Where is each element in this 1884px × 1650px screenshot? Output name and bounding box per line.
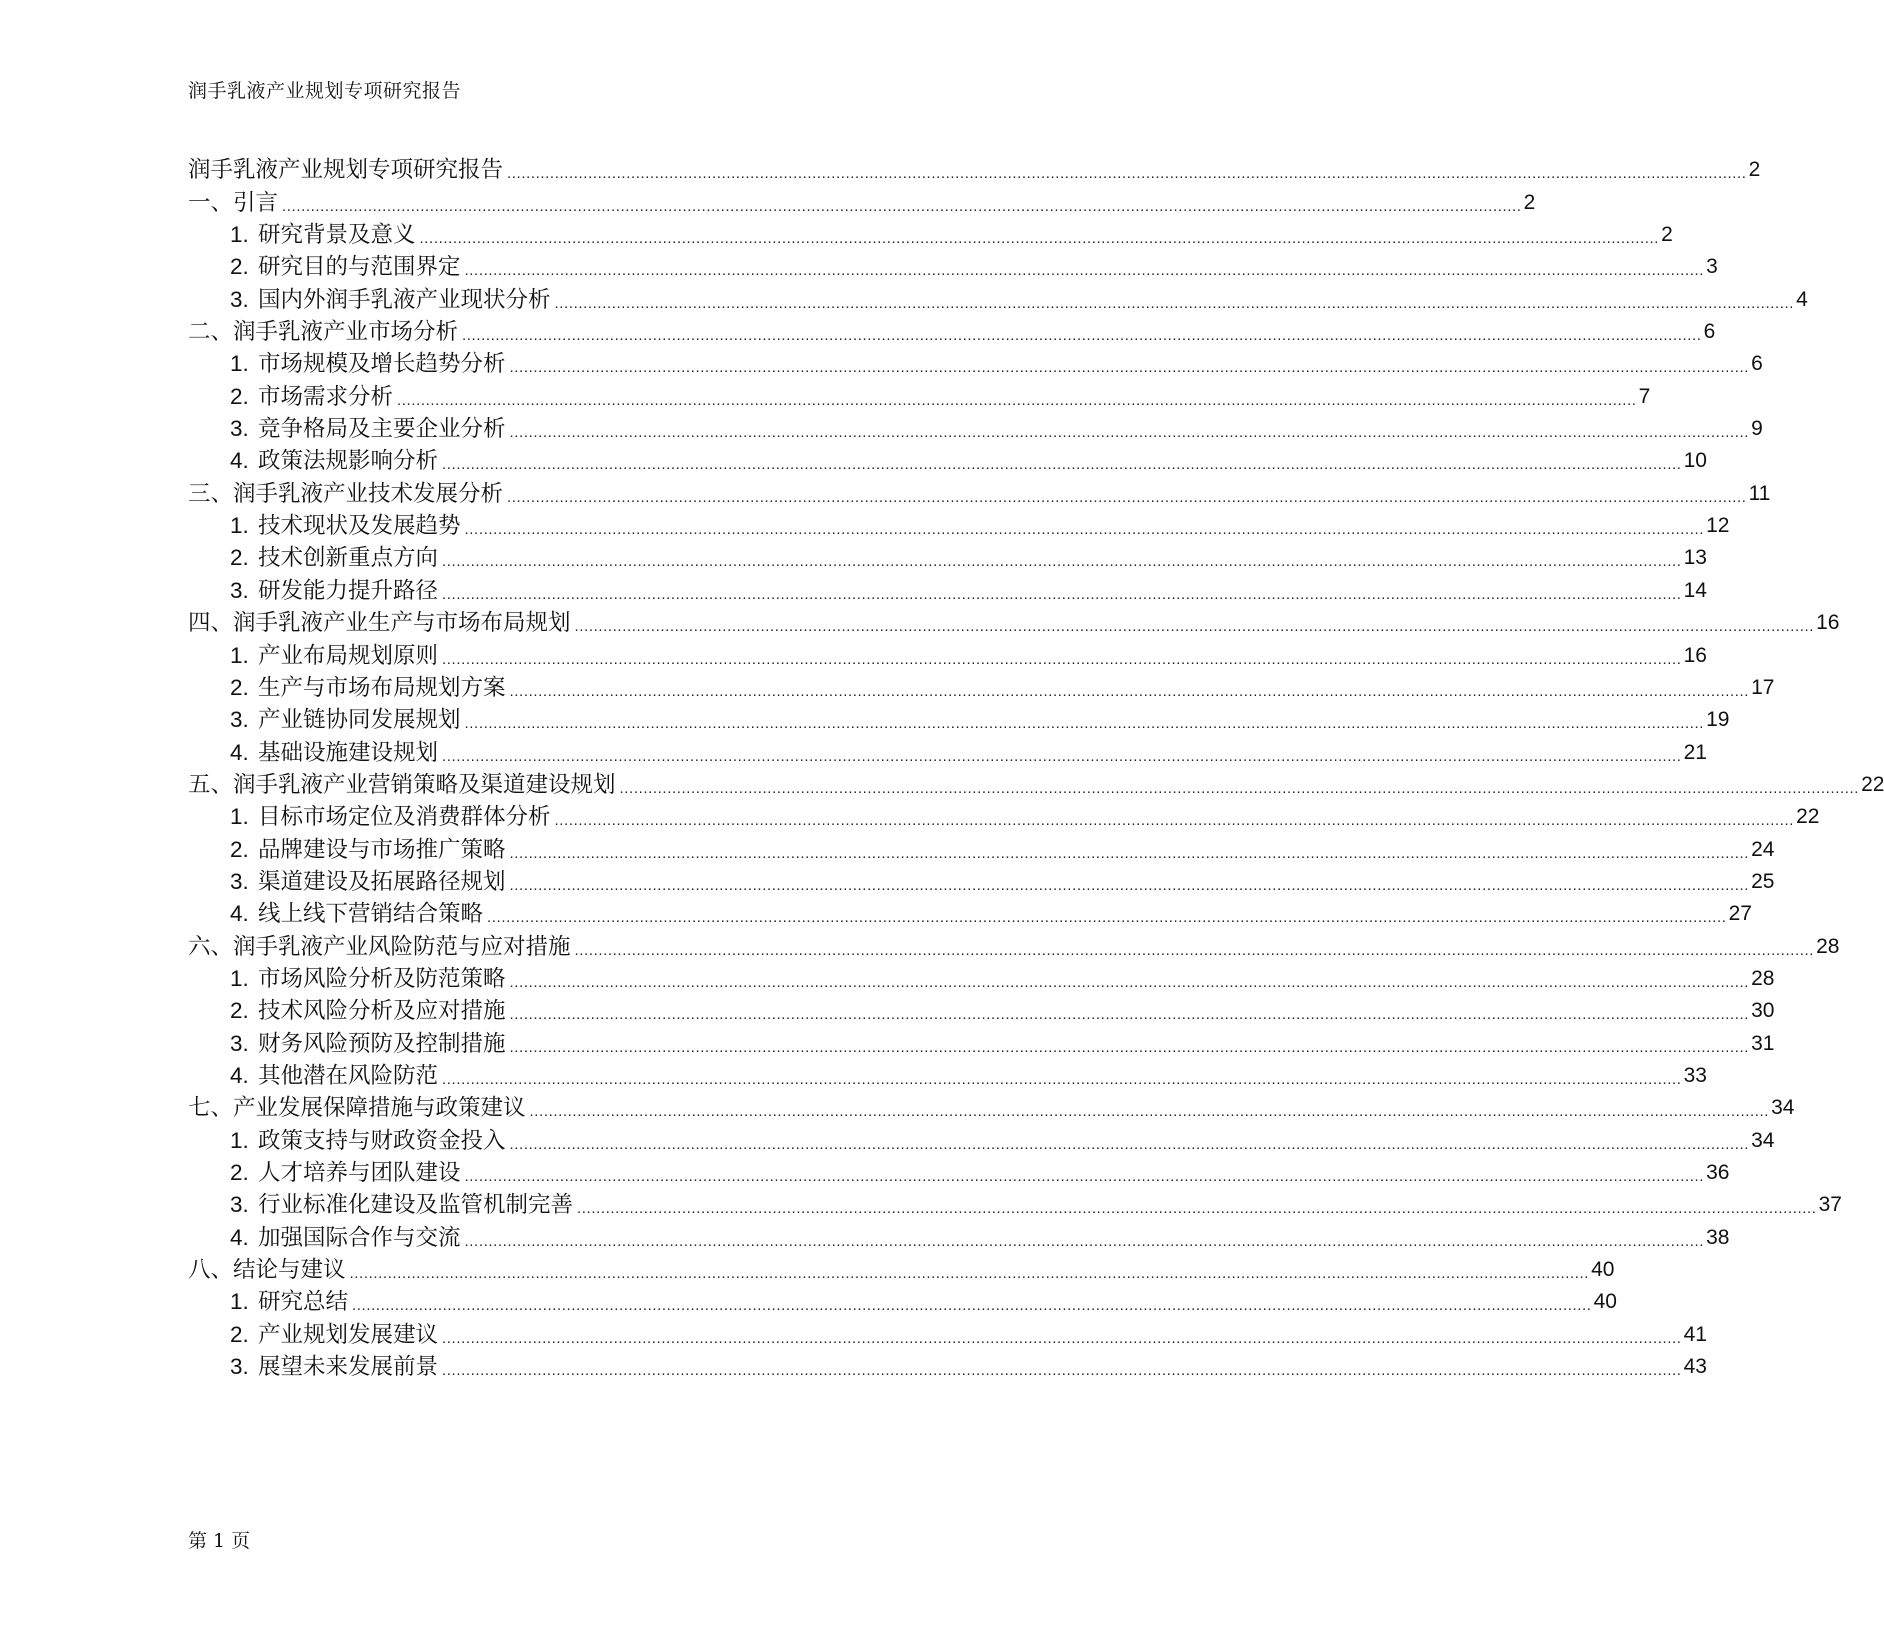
toc-entry-title [230,285,551,315]
dot-leader: .................................................................................................................................................................................................................................................................... [554,294,1795,312]
toc-section-entry[interactable] [188,218,1673,250]
toc-page-number: 6 [1703,320,1716,344]
toc-section-entry[interactable] [188,1188,1842,1220]
toc-entry-title [230,802,551,832]
toc-page-number: 38 [1706,1225,1730,1249]
toc-entry-text: 三、润手乳液产业技术发展分析 [188,480,504,507]
dot-leader: .................................................................................................................................................................................................................................................................... [442,585,1682,603]
toc-entry-text: 研发能力提升路径 [258,577,439,604]
toc-section-entry[interactable] [188,412,1763,444]
toc-entry-text: 五、润手乳液产业营销策略及渠道建设规划 [188,771,616,798]
toc-entry-title [230,576,438,606]
dot-leader: .................................................................................................................................................................................................................................................................... [419,230,1660,248]
toc-entry-text: 目标市场定位及消费群体分析 [258,804,551,831]
dot-leader: .................................................................................................................................................................................................................................................................... [442,650,1682,668]
toc-entry-number: 3. [230,1030,249,1056]
toc-section-entry[interactable] [188,1317,1707,1349]
toc-entry-number: 3. [230,868,249,894]
toc-chapter-entry[interactable] [188,606,1840,638]
toc-entry-text: 技术风险分析及应对措施 [258,998,506,1025]
toc-entry-number: 3. [230,1354,249,1380]
toc-page-number: 28 [1751,966,1775,990]
toc-section-entry[interactable] [188,379,1651,411]
toc-entry-title [188,317,458,347]
toc-entry-title [230,349,506,379]
toc-page-number: 2 [1661,223,1673,247]
toc-page-number: 30 [1751,999,1775,1023]
toc-page-number: 37 [1818,1193,1842,1217]
toc-entry-text: 产业布局规划原则 [258,642,439,669]
toc-entry-text: 渠道建设及拓展路径规划 [258,868,506,895]
toc-section-entry[interactable] [188,735,1707,767]
toc-entry-title [230,673,506,703]
toc-entry-title [230,543,438,573]
dot-leader: .................................................................................................................................................................................................................................................................... [442,747,1682,765]
toc-entry-title [230,738,438,768]
toc-page-number: 13 [1683,546,1707,570]
toc-entry-number: 2. [230,836,249,862]
toc-entry-title [230,1029,506,1059]
toc-chapter-entry[interactable] [188,768,1884,800]
toc-entry-text: 八、结论与建议 [188,1257,346,1284]
running-header: 润手乳液产业规划专项研究报告 [188,80,462,102]
toc-entry-number: 1. [230,1289,249,1315]
dot-leader: .................................................................................................................................................................................................................................................................... [462,327,1702,345]
dot-leader: .................................................................................................................................................................................................................................................................... [442,456,1682,474]
table-of-contents [188,153,1884,1382]
toc-entry-text: 人才培养与团队建设 [258,1160,461,1186]
toc-section-entry[interactable] [188,800,1820,832]
toc-section-entry[interactable] [188,1350,1707,1382]
toc-entry-title [230,1352,438,1382]
dot-leader: .................................................................................................................................................................................................................................................................... [509,1038,1750,1056]
toc-entry-number: 3. [230,707,249,733]
toc-entry-number: 1. [230,804,249,830]
toc-chapter-entry[interactable] [188,1253,1615,1285]
toc-page-number: 9 [1751,417,1763,441]
toc-entry-text: 产业规划发展建议 [258,1321,439,1348]
toc-chapter-entry[interactable] [188,1091,1795,1123]
toc-chapter-entry[interactable] [188,315,1716,347]
dot-leader: .................................................................................................................................................................................................................................................................... [509,1006,1750,1024]
toc-page-number: 43 [1683,1355,1707,1379]
dot-leader: .................................................................................................................................................................................................................................................................... [464,1232,1705,1250]
dot-leader: .................................................................................................................................................................................................................................................................... [442,1362,1682,1380]
toc-page-number: 40 [1593,1290,1617,1314]
toc-entry-text: 线上线下营销结合策略 [258,901,484,928]
toc-entry-title [230,414,506,444]
toc-entry-text: 行业标准化建设及监管机制完善 [258,1192,574,1219]
dot-leader: .................................................................................................................................................................................................................................................................... [507,165,1747,183]
toc-entry-number: 1. [230,642,249,668]
toc-entry-title [230,1320,438,1350]
dot-leader: .................................................................................................................................................................................................................................................................... [577,1200,1817,1218]
toc-page-number: 11 [1748,481,1771,505]
toc-entry-number: 1. [230,513,249,539]
toc-page-number: 3 [1706,255,1718,279]
toc-entry-title [230,1126,506,1156]
toc-entry-title [230,252,461,282]
toc-section-entry[interactable] [188,573,1707,605]
toc-entry-text: 政策法规影响分析 [258,448,439,475]
dot-leader: .................................................................................................................................................................................................................................................................... [574,941,1815,959]
toc-entry-number: 2. [230,674,249,700]
toc-entry-text: 市场需求分析 [258,383,394,410]
toc-entry-text: 二、润手乳液产业市场分析 [188,319,459,346]
toc-entry-text: 市场规模及增长趋势分析 [258,351,506,378]
toc-page-number: 2 [1523,190,1536,214]
toc-entry-title [230,1223,461,1253]
toc-section-entry[interactable] [188,444,1707,476]
toc-page-number: 31 [1751,1031,1775,1055]
toc-entry-number: 1. [230,351,249,377]
toc-page-number: 4 [1796,287,1808,311]
toc-page-number: 25 [1751,869,1775,893]
dot-leader: .................................................................................................................................................................................................................................................................... [349,1265,1590,1283]
toc-entry-title [230,1287,348,1317]
toc-entry-text: 研究背景及意义 [258,222,416,249]
toc-entry-title [188,608,571,638]
toc-entry-text: 市场风险分析及防范策略 [258,965,506,992]
dot-leader: .................................................................................................................................................................................................................................................................... [442,1070,1682,1088]
dot-leader: .................................................................................................................................................................................................................................................................... [619,779,1860,797]
toc-entry-number: 4. [230,739,249,765]
toc-page-number: 2 [1748,158,1761,182]
toc-entry-number: 2. [230,254,249,280]
toc-page-number: 12 [1706,514,1730,538]
toc-page-number: 27 [1728,902,1752,926]
dot-leader: .................................................................................................................................................................................................................................................................... [464,262,1705,280]
toc-section-entry[interactable] [188,1285,1617,1317]
toc-entry-text: 四、润手乳液产业生产与市场布局规划 [188,610,571,637]
toc-entry-text: 政策支持与财政资金投入 [258,1127,506,1154]
toc-page-number: 28 [1816,934,1840,958]
dot-leader: .................................................................................................................................................................................................................................................................... [282,197,1522,215]
toc-page-number: 36 [1706,1161,1730,1184]
toc-entry-title [230,835,506,865]
toc-entry-title [230,705,461,735]
dot-leader: .................................................................................................................................................................................................................................................................... [509,844,1750,862]
toc-section-entry[interactable] [188,541,1707,573]
toc-entry-number: 3. [230,416,249,442]
toc-entry-number: 4. [230,1062,249,1088]
toc-entry-text: 七、产业发展保障措施与政策建议 [188,1095,526,1122]
dot-leader: .................................................................................................................................................................................................................................................................... [464,1168,1705,1185]
dot-leader: .................................................................................................................................................................................................................................................................... [442,1329,1682,1347]
dot-leader: .................................................................................................................................................................................................................................................................... [529,1103,1770,1121]
toc-page-number: 33 [1683,1063,1707,1087]
toc-entry-number: 3. [230,1192,249,1218]
toc-section-entry[interactable] [188,994,1775,1026]
toc-section-entry[interactable] [188,865,1775,897]
toc-page-number: 10 [1683,449,1707,473]
toc-section-entry[interactable] [188,1156,1730,1188]
toc-page-number: 19 [1706,708,1730,732]
toc-entry-number: 2. [230,1321,249,1347]
dot-leader: .................................................................................................................................................................................................................................................................... [487,909,1727,927]
toc-page-number: 22 [1861,772,1884,796]
toc-page-number: 34 [1771,1096,1795,1120]
toc-entry-text: 产业链协同发展规划 [258,707,461,734]
toc-entry-text: 技术现状及发展趋势 [258,513,461,540]
toc-entry-number: 1. [230,1127,249,1153]
toc-page-number: 14 [1683,578,1707,602]
toc-chapter-entry[interactable] [188,153,1761,185]
toc-page-number: 17 [1751,675,1775,699]
toc-entry-title [230,446,438,476]
toc-entry-title [188,155,503,185]
toc-section-entry[interactable] [188,250,1718,282]
toc-entry-title [230,382,393,412]
toc-entry-text: 加强国际合作与交流 [258,1224,461,1251]
toc-section-entry[interactable] [188,1059,1707,1091]
toc-entry-title [188,188,278,218]
toc-entry-title [230,996,506,1026]
toc-entry-text: 研究目的与范围界定 [258,254,461,281]
toc-entry-text: 六、润手乳液产业风险防范与应对措施 [188,933,571,960]
toc-entry-title [230,1158,461,1188]
dot-leader: .................................................................................................................................................................................................................................................................... [509,1135,1750,1153]
toc-page-number: 22 [1796,805,1820,829]
toc-entry-title [230,220,416,250]
toc-section-entry[interactable] [188,703,1730,735]
toc-section-entry[interactable] [188,638,1707,670]
dot-leader: .................................................................................................................................................................................................................................................................... [464,521,1705,539]
toc-entry-title [230,867,506,897]
toc-entry-number: 4. [230,1224,249,1250]
toc-entry-text: 财务风险预防及控制措施 [258,1030,506,1057]
toc-page-number: 6 [1751,352,1763,376]
toc-chapter-entry[interactable] [188,185,1536,217]
dot-leader: .................................................................................................................................................................................................................................................................... [554,812,1795,830]
toc-entry-text: 国内外润手乳液产业现状分析 [258,286,551,313]
toc-page-number: 40 [1591,1258,1615,1282]
toc-section-entry[interactable] [188,1026,1775,1058]
toc-entry-number: 4. [230,448,249,474]
toc-entry-number: 4. [230,901,249,927]
toc-entry-title [188,932,571,962]
toc-entry-number: 3. [230,286,249,312]
toc-section-entry[interactable] [188,832,1775,864]
toc-page-number: 21 [1683,740,1707,764]
page-number-footer: 第 1 页 [188,1530,251,1552]
toc-entry-title [230,899,483,929]
toc-entry-title [230,641,438,671]
toc-entry-number: 2. [230,998,249,1024]
toc-section-entry[interactable] [188,671,1775,703]
dot-leader: .................................................................................................................................................................................................................................................................... [509,359,1750,377]
toc-page-number: 34 [1751,1128,1775,1152]
toc-section-entry[interactable] [188,509,1730,541]
toc-entry-title [230,1061,438,1091]
toc-chapter-entry[interactable] [188,929,1840,961]
toc-entry-title [188,770,616,800]
toc-entry-number: 2. [230,1160,249,1185]
toc-section-entry[interactable] [188,1123,1775,1155]
dot-leader: .................................................................................................................................................................................................................................................................... [509,876,1750,894]
toc-page-number: 16 [1816,611,1840,635]
toc-entry-text: 竞争格局及主要企业分析 [258,416,506,443]
dot-leader: .................................................................................................................................................................................................................................................................... [509,682,1750,700]
toc-entry-number: 1. [230,222,249,248]
toc-section-entry[interactable] [188,282,1808,314]
toc-page-number: 16 [1683,643,1707,667]
toc-entry-title [188,479,503,509]
dot-leader: .................................................................................................................................................................................................................................................................... [397,391,1637,409]
dot-leader: .................................................................................................................................................................................................................................................................... [352,1297,1592,1315]
dot-leader: .................................................................................................................................................................................................................................................................... [509,973,1750,991]
toc-entry-text: 技术创新重点方向 [258,545,439,572]
toc-section-entry[interactable] [188,1220,1730,1252]
toc-entry-title [230,964,506,994]
toc-entry-title [188,1255,346,1285]
toc-page-number: 7 [1638,384,1651,408]
toc-entry-title [188,1093,526,1123]
toc-chapter-entry[interactable] [188,476,1771,508]
toc-entry-text: 生产与市场布局规划方案 [258,674,506,701]
toc-entry-title [230,511,461,541]
toc-entry-text: 基础设施建设规划 [258,739,439,766]
toc-entry-text: 一、引言 [188,189,279,216]
dot-leader: .................................................................................................................................................................................................................................................................... [509,424,1750,442]
dot-leader: .................................................................................................................................................................................................................................................................... [464,715,1705,733]
toc-page-number: 41 [1683,1322,1707,1346]
dot-leader: .................................................................................................................................................................................................................................................................... [442,553,1682,571]
toc-entry-text: 研究总结 [258,1289,349,1316]
dot-leader: .................................................................................................................................................................................................................................................................... [507,488,1747,506]
toc-entry-text: 其他潜在风险防范 [258,1062,439,1089]
toc-entry-text: 润手乳液产业规划专项研究报告 [188,157,504,184]
toc-section-entry[interactable] [188,962,1775,994]
toc-page-number: 24 [1751,837,1775,861]
toc-entry-number: 2. [230,383,249,409]
toc-entry-title [230,1190,573,1220]
toc-entry-number: 1. [230,965,249,991]
toc-section-entry[interactable] [188,897,1752,929]
toc-section-entry[interactable] [188,347,1763,379]
toc-entry-text: 展望未来发展前景 [258,1354,439,1381]
toc-entry-text: 品牌建设与市场推广策略 [258,836,506,863]
toc-entry-number: 2. [230,545,249,571]
toc-entry-number: 3. [230,577,249,603]
dot-leader: .................................................................................................................................................................................................................................................................... [574,618,1815,636]
